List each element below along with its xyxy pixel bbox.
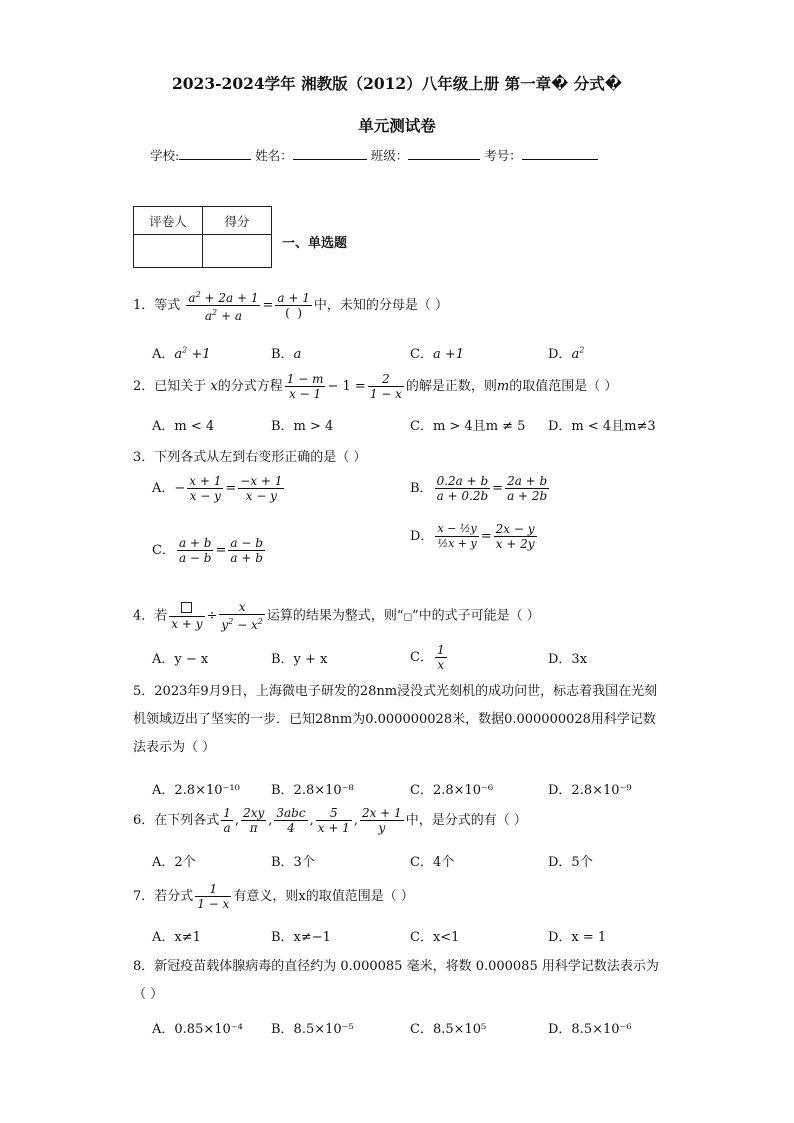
q2-fraction-right: $\frac{2}{1 - x}$ <box>369 372 402 401</box>
score-cell[interactable] <box>203 235 272 268</box>
question-8: 8．新冠疫苗载体腺病毒的直径约为 0.000085 毫米，将数 0.000085 用科学记数法表示为（ ） <box>133 959 659 1002</box>
q2-stem: 2．已知关于 <box>133 379 207 394</box>
q5-option-b[interactable]: B．2.8×10⁻⁸ <box>271 783 354 798</box>
q1-option-b[interactable]: B．a <box>271 347 302 362</box>
q4-option-a[interactable]: A．y − x <box>152 652 209 667</box>
q1-stem: 1．等式 <box>133 298 181 313</box>
q4-option-c[interactable]: C． $\frac{1}{x}$ <box>410 643 445 672</box>
q1-option-a[interactable]: A．$a^2 +1$ <box>152 345 211 362</box>
q7-option-c[interactable]: C．x<1 <box>410 930 460 945</box>
q1-option-c[interactable]: C．a +1 <box>410 347 464 362</box>
question-5: 5．2023年9月9日，上海微电子研发的28nm浸没式光刻机的成功问世，标志着我国在光刻机领域迈出了坚实的一步．已知28nm为0.000000028米，数据0.000000028用科学记数法表示为（ ） <box>133 684 658 755</box>
q2-option-d[interactable]: D．m < 4且m≠3 <box>548 419 656 434</box>
q6-option-a[interactable]: A．2个 <box>152 855 196 870</box>
q3-option-c[interactable]: C． $\frac{a + b}{a - b}$ = $\frac{a - b}{a + b}$ <box>152 536 263 565</box>
q1-fraction-left: $\frac{a^2 + 2a + 1}{a^2 + a}$ <box>188 290 259 323</box>
square-placeholder-icon <box>181 602 192 613</box>
q7-option-d[interactable]: D．x = 1 <box>548 930 607 945</box>
q6-option-c[interactable]: C．4个 <box>410 855 455 870</box>
q5-option-d[interactable]: D．2.8×10⁻⁹ <box>548 783 632 798</box>
class-blank[interactable] <box>408 147 480 160</box>
q2-option-b[interactable]: B．m > 4 <box>271 419 334 434</box>
title-line-2: 单元测试卷 <box>358 116 436 135</box>
q2-option-c[interactable]: C．m > 4且m ≠ 5 <box>410 419 526 434</box>
school-label: 学校: <box>150 148 180 163</box>
q5-option-a[interactable]: A．2.8×10⁻¹⁰ <box>152 783 240 798</box>
q4-option-d[interactable]: D．3x <box>548 652 588 667</box>
q8-option-d[interactable]: D．8.5×10⁻⁶ <box>548 1022 632 1037</box>
q2-fraction-left: $\frac{1 - m}{x - 1}$ <box>286 372 324 401</box>
name-label: 姓名： <box>255 148 293 163</box>
q8-option-b[interactable]: B．8.5×10⁻⁵ <box>271 1022 354 1037</box>
student-info-line <box>150 146 650 164</box>
q3-option-b[interactable]: B． $\frac{0.2a + b}{a + 0.2b}$ = $\frac{2a + b}{a + 2b}$ <box>410 474 548 503</box>
q6-option-d[interactable]: D．5个 <box>548 855 593 870</box>
q7-option-b[interactable]: B．x≠−1 <box>271 930 331 945</box>
exam-no-blank[interactable] <box>522 147 598 160</box>
q1-fraction-right: $\frac{a + 1}{( )}$ <box>277 291 310 320</box>
q1-stem-end: 中，未知的分母是（ ） <box>313 298 448 313</box>
question-1: 1．等式 $\frac{a^2 + 2a + 1}{a^2 + a}$ = $\frac{a + 1}{( )}$ 中，未知的分母是（ ） <box>133 290 448 323</box>
q1-option-d[interactable]: D．$a^2$ <box>548 345 585 362</box>
question-7: 7．若分式 $\frac{1}{1 - x}$ 有意义，则x的取值范围是（ ） <box>133 882 414 911</box>
title-line-1: 2023-2024学年 湘教版（2012）八年级上册 第一章� 分式� <box>171 74 623 93</box>
name-blank[interactable] <box>293 147 367 160</box>
school-blank[interactable] <box>179 147 251 160</box>
score-table <box>133 206 272 268</box>
question-4: 4．若 x + y ÷ $\frac{x}{y^2 - x^2}$ 运算的结果为整式，则“□”中的式子可能是（ ） <box>133 600 540 632</box>
q3-option-a[interactable]: A．− $\frac{x + 1}{x - y}$ = $\frac{-x + 1}{x - y}$ <box>152 474 283 503</box>
q4-option-b[interactable]: B．y + x <box>271 652 328 667</box>
reviewer-header: 评卷人 <box>134 207 203 235</box>
question-6: 6．在下列各式 $\frac{1}{a}$ , $\frac{2xy}{\pi}$ , $\frac{\text{3abc}}{4}$ , $\frac{5}{x + 1}$ , $\frac{2x + 1}{y}$ 中，是分式的有（ ） <box>133 806 527 835</box>
q5-option-c[interactable]: C．2.8×10⁻⁶ <box>410 783 494 798</box>
q6-option-b[interactable]: B．3个 <box>271 855 315 870</box>
q8-option-a[interactable]: A．0.85×10⁻⁴ <box>152 1022 243 1037</box>
q3-option-d[interactable]: D． $\frac{\text{x − ½y}}{\text{½x + y}}$ = $\frac{2x - y}{x + 2y}$ <box>410 522 535 551</box>
exam-no-label: 考号： <box>484 148 522 163</box>
reviewer-cell[interactable] <box>134 235 203 268</box>
q8-option-c[interactable]: C．8.5×10⁵ <box>410 1022 487 1037</box>
q7-option-a[interactable]: A．x≠1 <box>152 930 201 945</box>
q2-option-a[interactable]: A．m < 4 <box>152 419 215 434</box>
question-2: 2．已知关于 x的分式方程 $\frac{1 - m}{x - 1}$ − 1 = $\frac{2}{1 - x}$ 的解是正数，则m的取值范围是（ ） <box>133 372 618 401</box>
score-header: 得分 <box>203 207 272 235</box>
question-3: 3．下列各式从左到右变形正确的是（ ） <box>133 450 367 465</box>
section-heading: 一、单选题 <box>282 236 348 251</box>
class-label: 班级： <box>370 148 409 163</box>
